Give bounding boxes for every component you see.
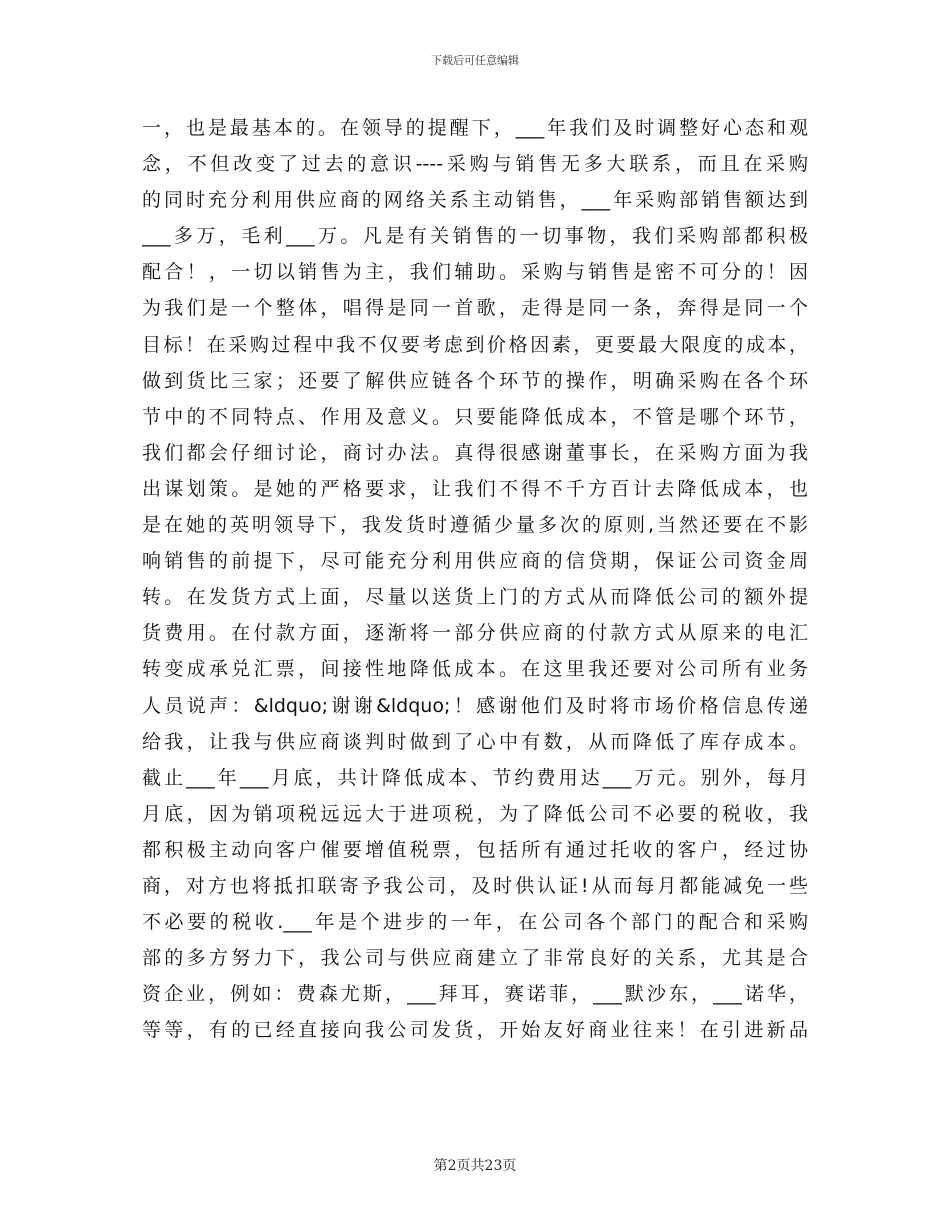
text-line: 都积极主动向客户催要增值税票，包括所有通过托收的客户，经过协	[142, 838, 808, 861]
text-line: 念，不但改变了过去的意识----采购与销售无多大联系，而且在采购	[142, 153, 808, 176]
text-line: 出谋划策。是她的严格要求，让我们不得不千方百计去降低成本，也	[142, 477, 808, 500]
text-line: 的同时充分利用供应商的网络关系主动销售，___年采购部销售额达到	[142, 189, 808, 212]
text-line: 转变成承兑汇票，间接性地降低成本。在这里我还要对公司所有业务	[142, 658, 808, 681]
text-line: ___多万，毛利___万。凡是有关销售的一切事物，我们采购部都积极	[142, 225, 808, 248]
text-line: 目标！在采购过程中我不仅要考虑到价格因素，更要最大限度的成本，	[142, 333, 808, 356]
text-line: 节中的不同特点、作用及意义。只要能降低成本，不管是哪个环节，	[142, 405, 808, 428]
text-line: 月底，因为销项税远远大于进项税，为了降低公司不必要的税收，我	[142, 802, 808, 825]
text-line: 截止___年___月底，共计降低成本、节约费用达___万元。别外，每月	[142, 766, 808, 789]
document-body	[142, 110, 808, 1048]
page-header: 下载后可任意编辑	[431, 54, 519, 67]
text-line: 货费用。在付款方面，逐渐将一部分供应商的付款方式从原来的电汇	[142, 622, 808, 645]
text-line: 资企业，例如：费森尤斯，___拜耳，赛诺菲，___默沙东，___诺华，	[142, 983, 808, 1006]
text-line: 我们都会仔细讨论，商讨办法。真得很感谢董事长，在采购方面为我	[142, 441, 808, 464]
text-line: 响销售的前提下，尽可能充分利用供应商的信贷期，保证公司资金周	[142, 550, 808, 573]
text-line: 商，对方也将抵扣联寄予我公司，及时供认证!从而每月都能减免一些	[142, 874, 808, 897]
text-line: 不必要的税收.___年是个进步的一年，在公司各个部门的配合和采购	[142, 911, 808, 934]
text-line: 部的多方努力下，我公司与供应商建立了非常良好的关系，尤其是合	[142, 947, 808, 970]
text-line: 给我，让我与供应商谈判时做到了心中有数，从而降低了库存成本。	[142, 730, 808, 753]
text-line: 配合！，一切以销售为主，我们辅助。采购与销售是密不可分的！因	[142, 261, 808, 284]
text-line: 为我们是一个整体，唱得是同一首歌，走得是同一条，奔得是同一个	[142, 297, 808, 320]
page-number: 第2页共23页	[433, 1158, 517, 1174]
text-line: 转。在发货方式上面，尽量以送货上门的方式从而降低公司的额外提	[142, 586, 808, 609]
text-line: 是在她的英明领导下，我发货时遵循少量多次的原则,当然还要在不影	[142, 514, 808, 537]
text-line: 等等，有的已经直接向我公司发货，开始友好商业往来！在引进新品	[142, 1019, 808, 1042]
text-line: 一，也是最基本的。在领导的提醒下，___年我们及时调整好心态和观	[142, 117, 808, 139]
text-line: 人员说声：&ldquo;谢谢&ldquo;！感谢他们及时将市场价格信息传递	[142, 694, 808, 717]
text-line: 做到货比三家；还要了解供应链各个环节的操作，明确采购在各个环	[142, 369, 808, 392]
